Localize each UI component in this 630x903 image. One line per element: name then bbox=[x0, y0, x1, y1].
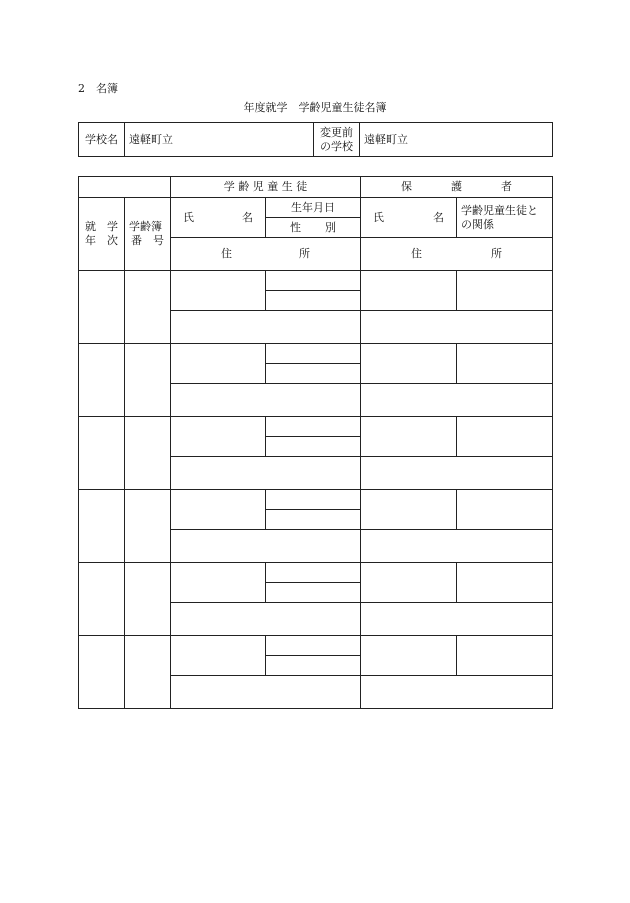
entry-birthdate-cell[interactable] bbox=[266, 490, 361, 510]
header-birthdate: 生年月日 bbox=[266, 198, 361, 218]
guardian-char-3: 者 bbox=[501, 180, 513, 193]
entry-row bbox=[79, 417, 553, 437]
entry-relation-cell[interactable] bbox=[457, 563, 553, 603]
entry-birthdate-cell[interactable] bbox=[266, 636, 361, 656]
entry-student-address-cell[interactable] bbox=[171, 676, 361, 709]
entry-guardian-address-cell[interactable] bbox=[361, 676, 553, 709]
entry-row bbox=[79, 563, 553, 583]
entry-year-cell[interactable] bbox=[79, 636, 125, 709]
entry-birthdate-cell[interactable] bbox=[266, 417, 361, 437]
section-title: 2 名簿 bbox=[78, 82, 118, 95]
entry-guardian-name-cell[interactable] bbox=[361, 417, 457, 457]
entry-guardian-address-cell[interactable] bbox=[361, 457, 553, 490]
entry-student-address-cell[interactable] bbox=[171, 457, 361, 490]
header-guardian-group bbox=[361, 177, 553, 198]
entry-year-cell[interactable] bbox=[79, 417, 125, 490]
entry-student-address-cell[interactable] bbox=[171, 530, 361, 563]
school-info-table bbox=[78, 122, 553, 157]
entry-student-name-cell[interactable] bbox=[171, 563, 266, 603]
header-student-name: 氏 名 bbox=[171, 198, 266, 238]
entry-year-cell[interactable] bbox=[79, 563, 125, 636]
entry-guardian-name-cell[interactable] bbox=[361, 271, 457, 311]
header-guardian-address: 住 所 bbox=[361, 238, 553, 271]
entry-sex-cell[interactable] bbox=[266, 656, 361, 676]
previous-school-label-line2: の学校 bbox=[320, 139, 353, 153]
entry-student-name-cell[interactable] bbox=[171, 271, 266, 311]
entry-relation-cell[interactable] bbox=[457, 344, 553, 384]
school-name-label: 学校名 bbox=[79, 123, 125, 157]
entry-birthdate-cell[interactable] bbox=[266, 563, 361, 583]
entry-guardian-name-cell[interactable] bbox=[361, 636, 457, 676]
entry-student-address-cell[interactable] bbox=[171, 384, 361, 417]
entry-student-address-cell[interactable] bbox=[171, 603, 361, 636]
roster-table bbox=[78, 176, 553, 709]
entry-number-cell[interactable] bbox=[125, 490, 171, 563]
entry-student-address-cell[interactable] bbox=[171, 311, 361, 344]
entry-number-cell[interactable] bbox=[125, 417, 171, 490]
entry-year-cell[interactable] bbox=[79, 271, 125, 344]
header-sex: 性 別 bbox=[266, 218, 361, 238]
entry-row bbox=[79, 490, 553, 510]
entry-student-name-cell[interactable] bbox=[171, 490, 266, 530]
entry-birthdate-cell[interactable] bbox=[266, 271, 361, 291]
entry-number-cell[interactable] bbox=[125, 344, 171, 417]
entry-guardian-name-cell[interactable] bbox=[361, 563, 457, 603]
entry-guardian-address-cell[interactable] bbox=[361, 384, 553, 417]
entry-sex-cell[interactable] bbox=[266, 364, 361, 384]
entry-row bbox=[79, 271, 553, 291]
entry-sex-cell[interactable] bbox=[266, 510, 361, 530]
entry-relation-cell[interactable] bbox=[457, 271, 553, 311]
entry-guardian-name-cell[interactable] bbox=[361, 344, 457, 384]
entry-guardian-address-cell[interactable] bbox=[361, 311, 553, 344]
entry-student-name-cell[interactable] bbox=[171, 636, 266, 676]
entry-year-cell[interactable] bbox=[79, 344, 125, 417]
entry-student-name-cell[interactable] bbox=[171, 417, 266, 457]
previous-school-label bbox=[314, 123, 360, 157]
header-blank bbox=[79, 177, 171, 198]
entry-year-cell[interactable] bbox=[79, 490, 125, 563]
document-title: 年度就学 学齢児童生徒名簿 bbox=[243, 101, 387, 114]
entry-number-cell[interactable] bbox=[125, 271, 171, 344]
header-register-number: 学齢簿 番 号 bbox=[125, 198, 171, 271]
guardian-char-1: 保 bbox=[401, 180, 413, 193]
school-name-field[interactable]: 遠軽町立 bbox=[125, 123, 314, 157]
entry-number-cell[interactable] bbox=[125, 636, 171, 709]
header-enrollment-year: 就 学 年 次 bbox=[79, 198, 125, 271]
entry-guardian-address-cell[interactable] bbox=[361, 530, 553, 563]
header-relation: 学齢児童生徒と の関係 bbox=[457, 198, 553, 238]
entry-sex-cell[interactable] bbox=[266, 437, 361, 457]
header-student-address: 住 所 bbox=[171, 238, 361, 271]
entry-relation-cell[interactable] bbox=[457, 417, 553, 457]
entry-guardian-address-cell[interactable] bbox=[361, 603, 553, 636]
entry-sex-cell[interactable] bbox=[266, 291, 361, 311]
entry-birthdate-cell[interactable] bbox=[266, 344, 361, 364]
entry-guardian-name-cell[interactable] bbox=[361, 490, 457, 530]
entry-number-cell[interactable] bbox=[125, 563, 171, 636]
guardian-char-2: 護 bbox=[451, 180, 463, 193]
entry-relation-cell[interactable] bbox=[457, 636, 553, 676]
entry-row bbox=[79, 344, 553, 364]
previous-school-label-line1: 変更前 bbox=[320, 125, 353, 139]
header-student-group: 学 齢 児 童 生 徒 bbox=[171, 177, 361, 198]
previous-school-field[interactable]: 遠軽町立 bbox=[360, 123, 553, 157]
header-guardian-name: 氏 名 bbox=[361, 198, 457, 238]
entry-sex-cell[interactable] bbox=[266, 583, 361, 603]
entry-relation-cell[interactable] bbox=[457, 490, 553, 530]
entry-row bbox=[79, 636, 553, 656]
entry-student-name-cell[interactable] bbox=[171, 344, 266, 384]
